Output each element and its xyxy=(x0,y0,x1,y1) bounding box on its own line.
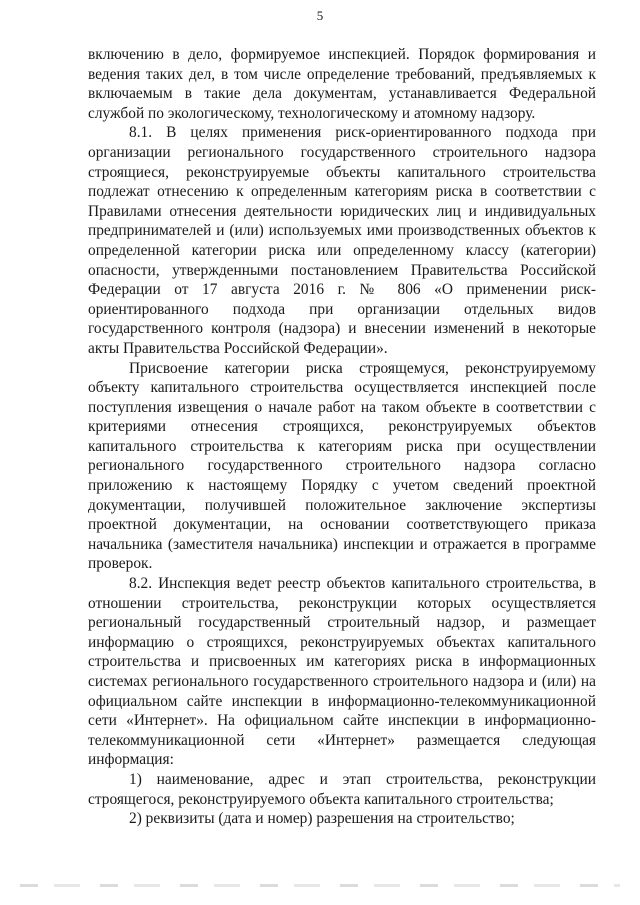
paragraph-8-2: 8.2. Инспекция ведет реестр объектов капитального строительства, в отношении строительства, реконструкции которых осуществляется региональный государственный строительный надзор, и размещает информацию о строящихся, реконструируемых объектах капитального строительства и присвоенных им категориях риска в информационных системах регионального государственного строительного надзора и (или) на официальном сайте инспекции в информационно-телекоммуникационной сети «Интернет». На официальном сайте инспекции в информационно-телекоммуникационной сети «Интернет» размещается следующая информация: xyxy=(88,575,596,769)
paragraph-continuation: включению в дело, формируемое инспекцией. Порядок формирования и ведения таких дел, в том числе определение требований, предъявляемых к включаемым в такие дела документам, устанавливается Федеральной службой по экологическому, технологическому и атомному надзору. xyxy=(88,46,596,122)
paragraph-8-1: 8.1. В целях применения риск-ориентированного подхода при организации регионального государственного строительного надзора строящиеся, реконструируемые объекты капитального строительства подлежат отнесению к определенным категориям риска в соответствии с Правилами отнесения деятельности юридических лиц и индивидуальных предпринимателей и (или) используемых ими производственных объектов к определенной категории риска или определенному классу (категории) опасности, утвержденными постановлением Правительства Российской Федерации от 17 августа 2016 г. № 806 «О применении риск-ориентированного подхода при организации отдельных видов государственного контроля (надзора) и внесении изменений в некоторые акты Правительства Российской Федерации». xyxy=(88,124,596,357)
list-item-1: 1) наименование, адрес и этап строительства, реконструкции строящегося, реконструируемого объекта капитального строительства; xyxy=(88,770,596,808)
scan-artifact-line xyxy=(20,884,620,887)
list-item-2: 2) реквизиты (дата и номер) разрешения на строительство; xyxy=(129,810,515,828)
paragraph-risk-assignment: Присвоение категории риска строящемуся, реконструируемому объекту капитального строительства осуществляется инспекцией после поступления извещения о начале работ на таком объекте в соответствии с критериями отнесения строящихся, реконструируемых объектов капитального строительства к категориям риска при осуществлении регионального государственного строительного надзора согласно приложению к настоящему Порядку с учетом сведений проектной документации, получившей положительное заключение экспертизы проектной документации, на основании соответствующего приказа начальника (заместителя начальника) инспекции и отражается в программе проверок. xyxy=(88,359,596,573)
document-body xyxy=(88,45,596,829)
page-number: 5 xyxy=(316,8,324,23)
